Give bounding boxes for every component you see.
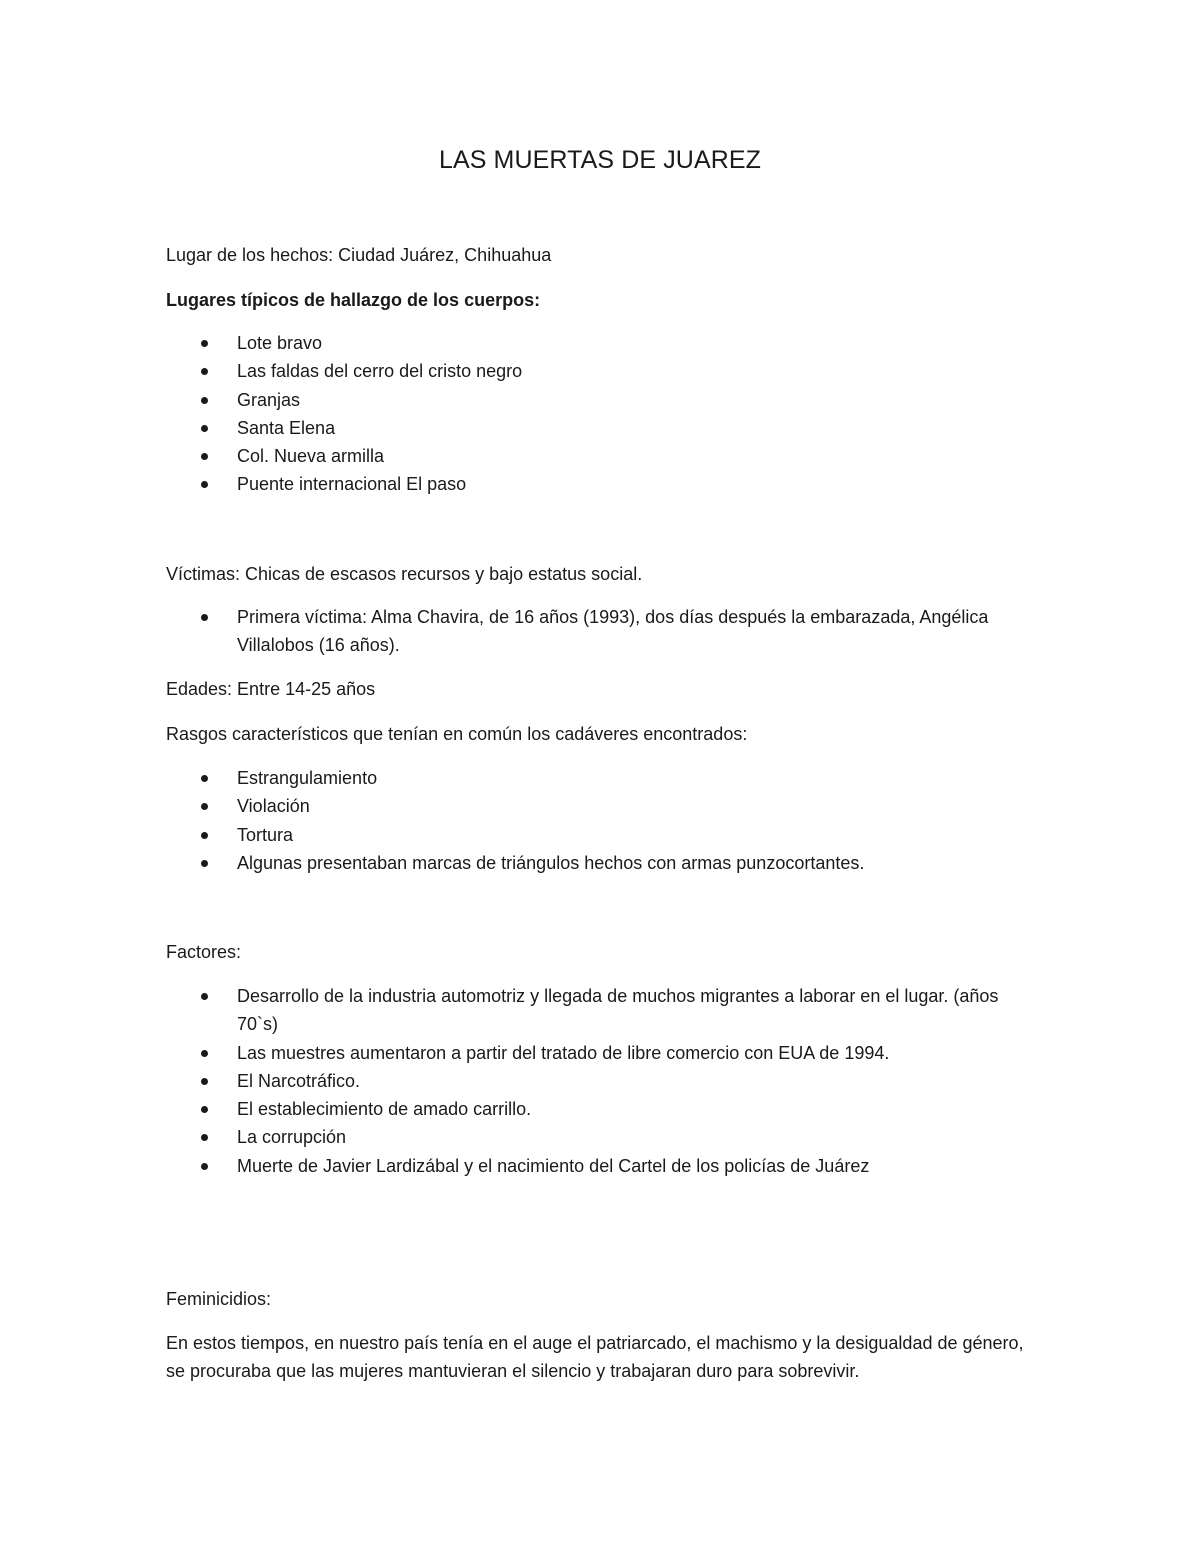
bullet-icon (201, 1050, 208, 1057)
lugares-list (0, 329, 1200, 499)
list-item: Las faldas del cerro del cristo negro (0, 357, 1200, 385)
list-item: Las muestres aumentaron a partir del tratado de libre comercio con EUA de 1994. (0, 1039, 1200, 1067)
bullet-icon (201, 425, 208, 432)
victimas-paragraph: Víctimas: Chicas de escasos recursos y bajo estatus social. (166, 564, 643, 584)
rasgos-list (0, 764, 1200, 877)
list-item: Estrangulamiento (0, 764, 1200, 792)
list-item: El Narcotráfico. (0, 1067, 1200, 1095)
list-item: Violación (0, 792, 1200, 820)
list-item: Muerte de Javier Lardizábal y el nacimiento del Cartel de los policías de Juárez (0, 1152, 1200, 1180)
list-item: Algunas presentaban marcas de triángulos hechos con armas punzocortantes. (0, 849, 1200, 877)
list-item: Desarrollo de la industria automotriz y llegada de muchos migrantes a laborar en el lugar. (años 70`s) (0, 982, 1200, 1039)
list-item: Primera víctima: Alma Chavira, de 16 años (1993), dos días después la embarazada, Angélica Villalobos (16 años). (0, 603, 1200, 660)
bullet-icon (201, 860, 208, 867)
bullet-icon (201, 803, 208, 810)
bullet-icon (201, 1106, 208, 1113)
bullet-icon (201, 1134, 208, 1141)
list-item: Col. Nueva armilla (0, 442, 1200, 470)
document-title: LAS MUERTAS DE JUAREZ (438, 146, 762, 174)
bullet-icon (201, 368, 208, 375)
list-item: Puente internacional El paso (0, 470, 1200, 498)
factores-list (0, 982, 1200, 1180)
bullet-icon (201, 481, 208, 488)
list-item: El establecimiento de amado carrillo. (0, 1095, 1200, 1123)
bullet-icon (201, 453, 208, 460)
list-item: Tortura (0, 821, 1200, 849)
bullet-icon (201, 397, 208, 404)
feminicidios-paragraph: En estos tiempos, en nuestro país tenía en el auge el patriarcado, el machismo y la desigualdad de género, se procuraba que las mujeres mantuvieran el silencio y trabajaran duro para sobrevivir. (166, 1333, 1024, 1381)
rasgos-heading: Rasgos característicos que tenían en común los cadáveres encontrados: (166, 724, 748, 744)
bullet-icon (201, 993, 208, 1000)
factores-heading: Factores: (166, 942, 242, 962)
bullet-icon (201, 1078, 208, 1085)
edades-paragraph: Edades: Entre 14-25 años (166, 679, 376, 699)
bullet-icon (201, 614, 208, 621)
list-item: Granjas (0, 386, 1200, 414)
bullet-icon (201, 1163, 208, 1170)
feminicidios-heading: Feminicidios: (166, 1289, 272, 1309)
bullet-icon (201, 775, 208, 782)
list-item: Santa Elena (0, 414, 1200, 442)
bullet-icon (201, 340, 208, 347)
list-item: Lote bravo (0, 329, 1200, 357)
list-item: La corrupción (0, 1123, 1200, 1151)
bullet-icon (201, 832, 208, 839)
lugar-de-los-hechos: Lugar de los hechos: Ciudad Juárez, Chihuahua (166, 245, 552, 265)
lugares-heading: Lugares típicos de hallazgo de los cuerpos: (166, 290, 541, 310)
victimas-list (0, 603, 1200, 660)
